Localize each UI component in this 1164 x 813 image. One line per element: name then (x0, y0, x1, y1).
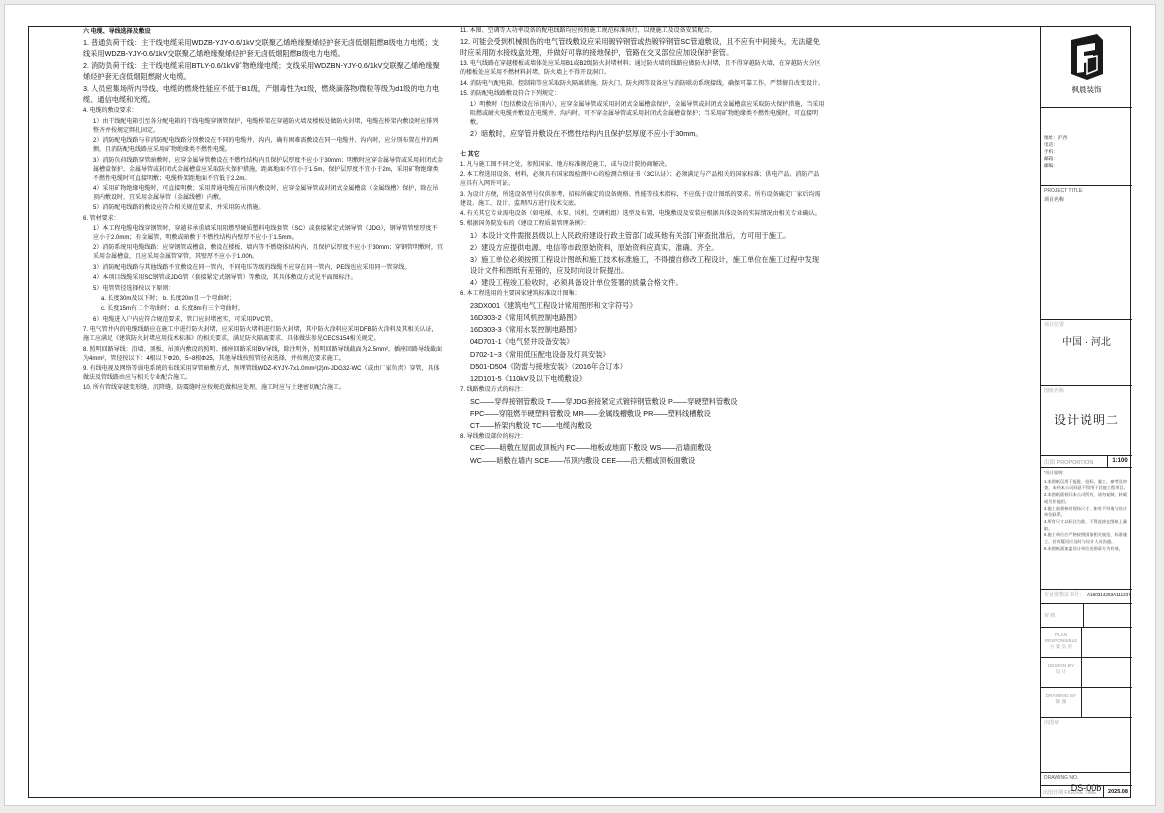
plan-responsible-signature-box (1082, 628, 1132, 657)
location-label: 项目位置 (1044, 322, 1065, 328)
proportion-value: 1:100 (1112, 458, 1128, 464)
right-note-line: 12. 可能会受到机械损伤的电气管线敷设应采用镀锌钢管或热镀锌钢管SC管道敷设，且不应有中间接头，无法避免时应采用防水接线盒处理，并做好可靠的接地保护，管路在交叉部位应加设保护套管。 (460, 37, 820, 58)
right-note-line (460, 141, 825, 149)
right-note-line: 5. 根据国务院发布的《建设工程质量管理条例》： (460, 221, 590, 228)
right-note-line: 七 其它 (460, 151, 480, 158)
left-note-line: 10. 所有管线穿越变形缝、沉降缝、防震缝时应按规范做相应处理，施工时应与土建密切配合施工。 (83, 385, 346, 392)
left-note-line: 1）本工程电缆电线穿钢管时，穿越非承重墙采用阻燃型硬质塑料电线套管（SC）或套接紧定式钢导管（JDG），钢导管管壁厚度不应小于2.0mm；有金属管，明敷或暗敷于不燃性结构内壁厚不应小于1.5mm。 (93, 226, 438, 242)
right-note-line: 04D701-1《电气竖井设备安装》 (470, 337, 574, 347)
right-note-line: SC——穿焊接钢管敷设 T——穿JDG套接紧定式镀锌钢管敷设 P——穿硬塑料管敷设 (470, 396, 738, 406)
notes-column-right (460, 27, 825, 468)
left-note-line: 3）消防负荷线路穿管暗敷时，应穿金属导管敷设在不燃性结构内且保护层厚度不应小于30mm；明敷时应穿金属导管或采用封闭式金属槽盒保护，金属导管或封闭式金属槽盒应采取防火保护措施，距离地面不宜小于1.5m，保护层厚度不宜小于2m，采用矿物绝缘类不燃性电缆时可直接明敷；电缆桥架距地面不宜低于2.2m。 (93, 157, 444, 182)
left-note-line: 5）消防配电线路的敷设应符合相关规范要求，并采用防火措施。 (93, 205, 265, 212)
right-note-line: 1）明敷时（包括敷设在吊顶内），应穿金属导管或采用封闭式金属槽盒保护，金属导管或封闭式金属槽盒应采取防火保护措施，当采用阻燃或耐火电缆并敷设在电缆井、沟内时，可不穿金属导管或采用封闭式金属槽盒保护；当采用矿物绝缘类不燃性电缆时，可直接明敷。 (470, 101, 825, 126)
left-note-line: a. 长度30m及以下时； b. 长度20m且一个弯曲时； (101, 296, 236, 303)
right-note-line: 12D101-5《110kV及以下电缆敷设》 (470, 373, 587, 383)
left-note-line: 8. 照明回路导线：沿墙、顶板、吊顶内敷设的照明、插座回路采用BV导线，除注明外，照明回路导线截面为2.5mm²，插座回路导线截面为4mm²，管径按以下：4根以下Φ20，5~8根Φ25，其他导线按照管径表选择，并按规范要求施工。 (83, 346, 443, 362)
design-notes-title: *设计说明： (1044, 470, 1067, 475)
review-label: 审 核 (1041, 604, 1084, 627)
left-note-line: 1）由干线配电箱引至各分配电箱的干线电缆穿钢管保护，电缆桥架在穿越防火墙及楼板处做防火封堵，电缆在桥架内敷设时应排列整齐并按规定绑扎固定。 (93, 118, 439, 134)
date-value: 2025.08 (1108, 789, 1128, 795)
right-note-line: CEC——暗敷在屋面或顶板内 FC——地板或地面下敷设 WS——沿墙面敷设 (470, 443, 712, 453)
left-note-line: 4）采用矿物绝缘电缆时，可直接明敷；采用普通电缆在吊顶内敷设时，应穿金属导管或封闭式金属槽盒（金属线槽）保护，除在吊顶内敷设时，宜采用金属导管（金属线槽）内敷。 (93, 185, 439, 201)
design-notes-cell (1041, 468, 1132, 590)
right-note-line: 11. 本图、空调等大功率设备的配电线路均应按照施工规范标准执行，以便施工及设备安装配合。 (460, 28, 716, 34)
left-note-line: 2）消防配电线路与非消防配电线路分别敷设在不同的电缆井、沟内，确有困难需敷设在同一电缆井、沟内时，应分别布置在井的两侧，且消防配电线路应采用矿物绝缘类不燃性电缆。 (93, 138, 439, 154)
design-by-signature-box (1082, 658, 1132, 687)
left-note-line: 4. 电缆的敷设要求： (83, 108, 138, 115)
right-note-line: 13. 电气线路在穿越楼板或墙体处应采用B1或B2级防火封堵材料；通过防火墙的线路应做防火封堵，且不得穿越防火墙，在穿越防火分区的楼板处应采用不燃材料封堵，防火墙上不得开设洞口。 (460, 61, 821, 77)
right-note-line: 6. 本工程选用的主要国家建筑标准设计图集： (460, 291, 581, 298)
design-by-row (1041, 658, 1132, 688)
company-logo-icon (1067, 34, 1107, 80)
right-note-line: 14. 消防电气配电箱、控制箱等应采取防火隔离措施，防火门、防火阀等设备应与消防联动系统接线，确保可靠工作，严禁擅自改变设计。 (460, 80, 825, 87)
project-title-label: PROJECT TITLE: (1044, 188, 1084, 194)
left-note-line: 7. 电气管井内的电缆线路应在施工中进行防火封堵，应采用防火堵料进行防火封堵，其中防火涂料应采用DFB防火涂料及其相关认证，施工应满足《建筑防火封堵应用技术标准》的相关要求，满足防火隔离要求，具体做法参见CECS154相关规定。 (83, 327, 438, 343)
certificate-cell (1041, 590, 1132, 604)
left-note-line: 4）本项目线缆采用SC钢管或JDG管（套接紧定式钢导管）等敷设，其具体敷设方式见平面图标注。 (93, 275, 357, 282)
location-cell (1041, 320, 1132, 386)
right-note-line: FPC——穿阻燃半硬塑料管敷设 MR——金属线槽敷设 PR——塑料线槽敷设 (470, 408, 711, 418)
drawing-number-label: DRAWING NO. (1044, 775, 1079, 781)
design-notes-text: 1.本图纸仅用于报批、投标、施工、参考及审查，未经本公司同意不得用于其他工程项目。 2.本图纸版权归本公司所有，请勿复制、转载或另作他用。 3.施工前须核对现场尺寸，如有不符请与设计单位联系。 4.所有尺寸以标注为准，不得直接在图纸上量取。 5.施工单位应严格按照国家相关规范、标准施工，若有疑问应及时与设计人员沟通。 6.本图纸需加盖设计单位出图章方为有效。 (1044, 478, 1128, 551)
left-note-line: c. 长度15m有二个弯曲时； d. 长度8m有三个弯曲时。 (101, 306, 244, 313)
date-label: 出图日期 FIGURE TIME (1041, 786, 1104, 798)
right-note-line: 2. 本工程选用设备、材料，必须具有国家级检测中心的检测合格证书（3C认证）；必须满足与产品相关的国家标准；供电产品、消防产品应具有入网许可证。 (460, 172, 820, 188)
right-note-line: 2）暗敷时，应穿管并敷设在不燃性结构内且保护层厚度不应小于30mm。 (470, 128, 703, 138)
seal-label: 出图章 (1044, 720, 1060, 726)
company-name: 枫晨装饰 (1071, 85, 1102, 94)
company-address: 地址：沪西 电话： 手机： 邮箱： 邮编： (1044, 135, 1067, 169)
drawing-number-cell (1040, 772, 1131, 798)
notes-column-left (83, 28, 443, 395)
left-note-line: 六 电缆、导线选择及敷设 (83, 29, 151, 35)
company-logo-cell (1041, 26, 1132, 108)
right-note-line: 16D303-2《常用风机控制电路图》 (470, 312, 581, 322)
design-by-label: DESIGN BY 设 计 (1041, 658, 1082, 687)
project-title-value: 项目名称 (1044, 196, 1065, 203)
right-note-line: D501-D504《防雷与接地安装》（2016年合订本） (470, 361, 627, 371)
left-note-line: 2）消防系统用电缆线路：应穿钢管或槽盒，敷设在楼板、墙内等不燃烧体结构内，且保护层厚度不应小于30mm；穿钢管明敷时，宜采用金属槽盒，且应采用金属管穿管，其壁厚不应小于1.00h。 (93, 245, 444, 261)
company-address-cell (1041, 108, 1132, 186)
left-note-line: 9. 有线电视及网络等弱电系统的布线采用穿管暗敷方式，预埋管线WDZ-KYJY-7x1.0mm²(2)m-JDG32-WC（或由厂家负责）穿管，具体做法及管线路由应与相关专业配合施工。 (83, 365, 440, 381)
drawing-name-value: 设计说明二 (1053, 412, 1119, 427)
right-note-line: 23DX001《建筑电气工程设计常用图形和文字符号》 (470, 300, 637, 310)
drawing-name-cell (1041, 386, 1132, 456)
review-signature-box (1084, 604, 1132, 627)
review-row (1041, 604, 1132, 628)
left-note-line: 3）消防配电线路与其他线路不宜敷设在同一管内，不同电压等级的线缆不应穿在同一管内，PE线也应采用同一管穿线。 (93, 264, 411, 271)
left-note-line: 2. 消防负荷干线：主干线电缆采用BTLY-0.6/1kV矿物绝缘电缆；支线采用WDZBN-YJY-0.6/1kV交联聚乙烯绝缘聚烯烃护套无卤低烟阻燃耐火电缆。 (83, 61, 440, 82)
right-note-line: CT——桥架内敷设 TC——电缆沟敷设 (470, 420, 592, 430)
right-note-line: 4）建设工程竣工验收时，必须具备设计单位签署的质量合格文件。 (470, 278, 683, 288)
drawing-name-label: 图纸名称 (1044, 388, 1065, 394)
certificate-value: A160314253A111237 (1087, 592, 1131, 597)
title-block (1040, 26, 1131, 798)
left-note-line: 5）电管管径选择按以下原则： (93, 285, 175, 292)
proportion-cell (1041, 456, 1132, 468)
right-note-line: 2）建设方应提供电源、电信等市政原始资料，原始资料应真实、准确、齐全。 (470, 243, 719, 253)
drawing-number-value: DS-00b (1070, 783, 1102, 793)
left-note-line: 6. 管材要求： (83, 215, 120, 222)
drawing-by-signature-box (1082, 688, 1132, 717)
plan-responsible-row (1041, 628, 1132, 658)
right-note-line: 1. 凡与施工图不同之处，参照国家、地方标准规范施工，或与设计院协商解决。 (460, 161, 671, 168)
right-note-line: 3）施工单位必须按照工程设计图纸和施工技术标准施工，不得擅自修改工程设计，施工单位在施工过程中发现设计文件和图纸有差错的，应及时向设计院提出。 (470, 255, 820, 276)
right-note-line: 15. 消防配电线路敷设符合下列规定： (460, 91, 561, 98)
location-value: 中国 · 河北 (1062, 336, 1111, 348)
drawing-by-label: DRAWING BY 制 图 (1041, 688, 1082, 717)
left-note-line: 3. 人员密集场所内导线、电缆的燃烧性能应不低于B1级，产烟毒性为t1级，燃烧滴落物/微粒等级为d1级的电力电缆、通信电缆和光缆。 (83, 84, 440, 105)
right-note-line: D702-1~3《常用低压配电设备及灯具安装》 (470, 349, 610, 359)
drawing-by-row (1041, 688, 1132, 718)
proportion-label: 出图 PROPORTION (1041, 456, 1108, 467)
right-note-line: 3. 为设计方便，所选设备型号仅供参考，招标所确定的设备规格、性能等技术指标，不应低于设计图纸的要求。所有设备确定厂家后均需建设、施工、设计、监理四方进行技术交底。 (460, 191, 821, 207)
right-note-line: 1）本设计文件需报县级以上人民政府建设行政主管部门或其他有关部门审查批准后，方可用于施工。 (470, 230, 791, 240)
left-note-line: 1. 普通负荷干线：主干线电缆采用WDZB-YJY-0.6/1kV交联聚乙烯绝缘聚烯烃护套无卤低烟阻燃B级电力电缆；支线采用WDZB-YJY-0.6/1kV交联聚乙烯绝缘聚烯烃护套无卤低烟阻燃B级电力电缆。 (83, 38, 439, 59)
right-note-line: 16D303-3《常用水泵控制电路图》 (470, 325, 581, 335)
certificate-label: 专业资格证书号： (1044, 592, 1085, 598)
right-note-line: 4. 有关其它专业需电设备（如电梯、水泵、风机、空调机组）选型及布置，电缆敷设及安装应根据具体设备的实际情况由相关专业确认。 (460, 211, 821, 218)
project-title-cell (1041, 186, 1132, 320)
right-note-line: WC——暗敷在墙内 SCE——吊顶内敷设 CEE——沿天棚或顶板面敷设 (470, 455, 696, 465)
plan-responsible-label: PLAN RESPONSIBLE 方 案 负 责 (1041, 628, 1082, 657)
right-note-line: 8. 导线敷设部位的标注： (460, 434, 527, 441)
right-note-line: 7. 线路敷设方式的标注： (460, 387, 527, 394)
left-note-line: 6）电缆进入户内应符合规范要求，管口应封堵密实，可采用PVC管。 (93, 316, 277, 323)
